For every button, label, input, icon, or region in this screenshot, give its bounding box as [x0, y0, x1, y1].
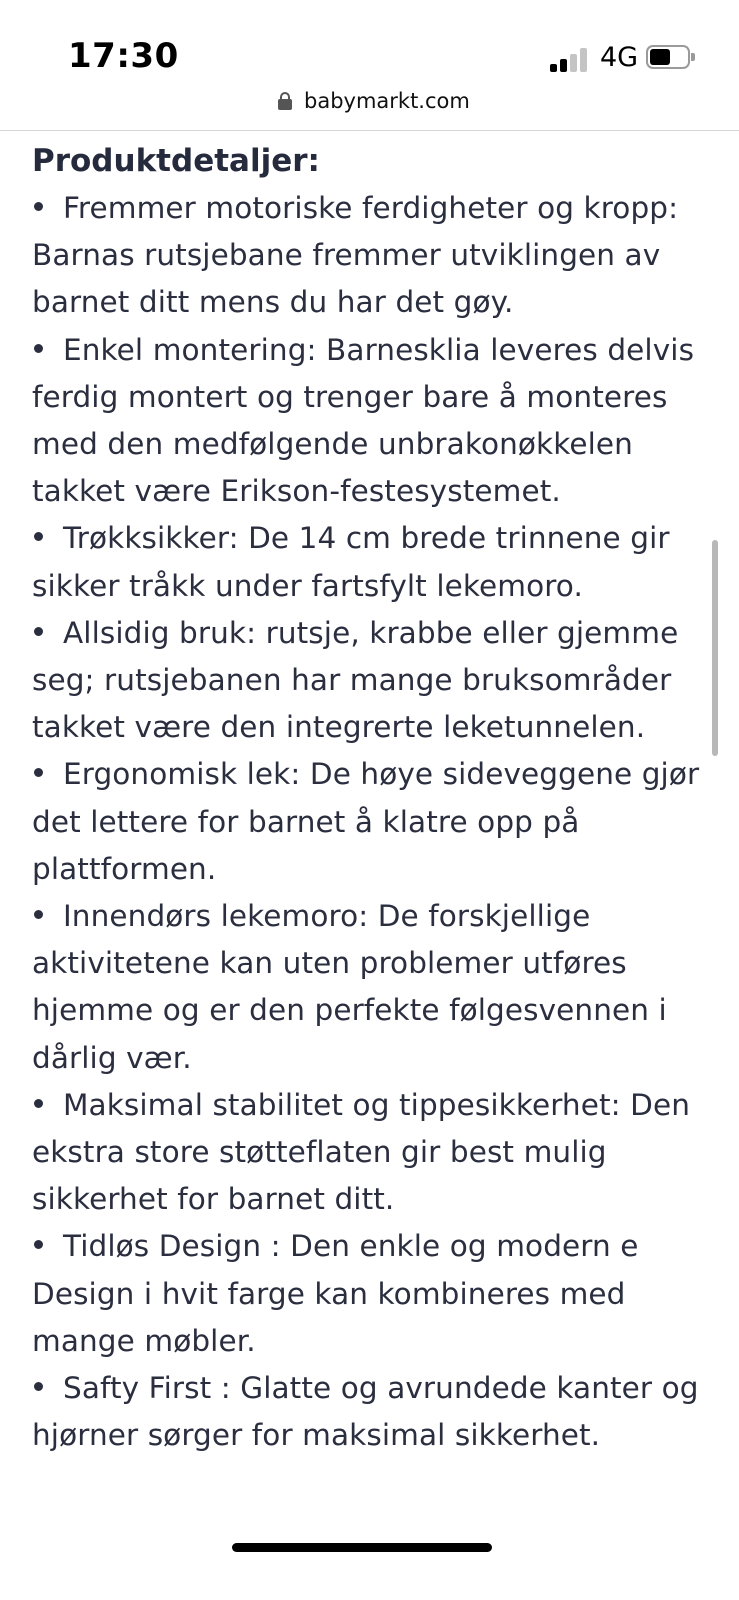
bullet-icon: [32, 327, 63, 374]
list-item: Ergonomisk lek: De høye sideveggene gjør det lettere for barnet å klatre opp på plattformen.: [32, 751, 712, 893]
list-item: Tidløs Design : Den enkle og modern e Design i hvit farge kan kombineres med mange møbler.: [32, 1223, 712, 1365]
lock-icon: [278, 92, 292, 110]
list-item: Allsidig bruk: rutsje, krabbe eller gjemme seg; rutsjebanen har mange bruksområder takket være den integrerte leketunnelen.: [32, 610, 712, 752]
list-item: Safty First : Glatte og avrundede kanter og hjørner sørger for maksimal sikkerhet.: [32, 1365, 712, 1459]
list-item: Maksimal stabilitet og tippesikkerhet: Den ekstra store støtteflaten gir best mulig sikkerhet for barnet ditt.: [32, 1082, 712, 1224]
product-details-list: [32, 185, 712, 1459]
list-item: Fremmer motoriske ferdigheter og kropp: Barnas rutsjebane fremmer utviklingen av barnet ditt mens du har det gøy.: [32, 185, 712, 327]
bullet-icon: [32, 610, 63, 657]
cellular-signal-icon: [550, 48, 592, 72]
list-item: Trøkksikker: De 14 cm brede trinnene gir sikker tråkk under fartsfylt lekemoro.: [32, 515, 712, 609]
product-details: [32, 138, 712, 1459]
battery-icon: [646, 45, 694, 69]
bullet-icon: [32, 1082, 63, 1129]
bullet-icon: [32, 751, 63, 798]
bullet-icon: [32, 893, 63, 940]
network-type: 4G: [600, 42, 639, 73]
bullet-icon: [32, 185, 63, 232]
status-time: 17:30: [68, 36, 179, 76]
list-item: Innendørs lekemoro: De forskjellige aktivitetene kan uten problemer utføres hjemme og er den perfekte følgesvennen i dårlig vær.: [32, 893, 712, 1082]
bullet-icon: [32, 515, 63, 562]
address-bar[interactable]: [0, 86, 739, 131]
status-bar: [0, 0, 739, 90]
home-indicator[interactable]: [232, 1543, 492, 1552]
bullet-icon: [32, 1365, 63, 1412]
site-domain[interactable]: babymarkt.com: [304, 89, 470, 113]
list-item: Enkel montering: Barnesklia leveres delvis ferdig montert og trenger bare å monteres med den medfølgende unbrakonøkkelen takket være Erikson-festesystemet.: [32, 327, 712, 516]
scrollbar[interactable]: [712, 540, 718, 756]
bullet-icon: [32, 1223, 63, 1270]
product-details-heading: Produktdetaljer:: [32, 143, 320, 179]
